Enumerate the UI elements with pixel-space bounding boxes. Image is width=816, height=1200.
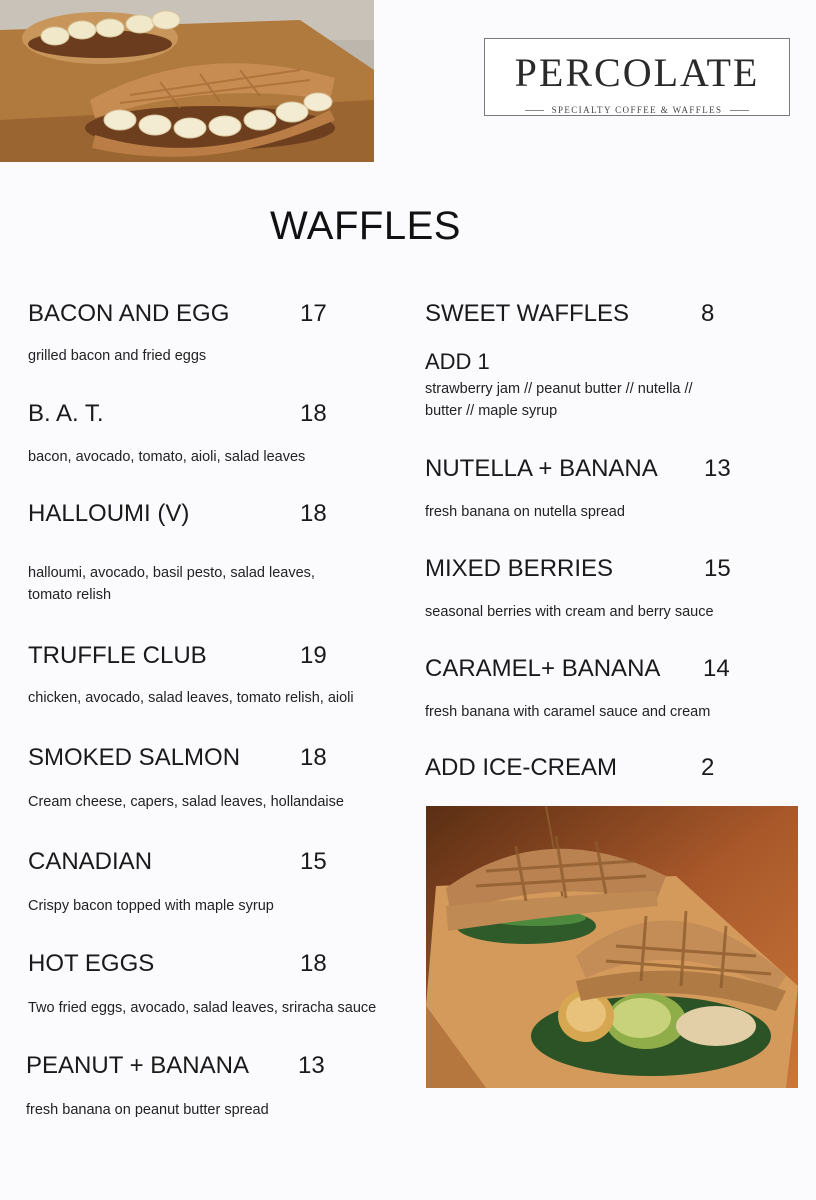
item-desc: seasonal berries with cream and berry sauce (425, 604, 714, 620)
item-desc: fresh banana on nutella spread (425, 504, 625, 520)
item-desc: Two fried eggs, avocado, salad leaves, sriracha sauce (28, 1000, 377, 1016)
banana-waffle-photo (0, 0, 374, 162)
item-name: CANADIAN (28, 848, 153, 875)
brand-logo (484, 38, 790, 116)
item-price: 2 (701, 754, 715, 781)
brand-name: PERCOLATE (514, 50, 760, 95)
item-desc-line2: tomato relish (28, 587, 112, 603)
item-name: ADD 1 (425, 349, 490, 374)
item-price: 18 (300, 744, 327, 771)
item-price: 15 (300, 848, 327, 875)
item-name: NUTELLA + BANANA (425, 455, 658, 482)
item-name: BACON AND EGG (28, 300, 230, 327)
item-name: SMOKED SALMON (28, 744, 241, 771)
item-name: HOT EGGS (28, 950, 155, 977)
item-price: 17 (300, 300, 327, 327)
item-desc: halloumi, avocado, basil pesto, salad leaves, (28, 565, 315, 581)
item-desc: Crispy bacon topped with maple syrup (28, 898, 274, 914)
item-desc: bacon, avocado, tomato, aioli, salad leaves (28, 449, 306, 465)
item-price: 19 (300, 642, 327, 669)
item-desc-line2: butter // maple syrup (425, 403, 558, 419)
item-price: 15 (704, 555, 731, 582)
item-name: B. A. T. (28, 400, 104, 427)
item-price: 8 (701, 300, 715, 327)
item-desc: fresh banana with caramel sauce and cream (425, 704, 711, 720)
item-price: 13 (298, 1052, 325, 1079)
item-name: PEANUT + BANANA (26, 1052, 249, 1079)
item-price: 18 (300, 950, 327, 977)
page-title: WAFFLES (270, 204, 461, 248)
item-name: TRUFFLE CLUB (28, 642, 207, 669)
item-desc: grilled bacon and fried eggs (28, 348, 207, 364)
brand-tagline: SPECIALTY COFFEE & WAFFLES (485, 105, 789, 115)
item-desc: fresh banana on peanut butter spread (26, 1102, 269, 1118)
item-price: 13 (704, 455, 731, 482)
item-name: MIXED BERRIES (425, 555, 614, 582)
item-name: HALLOUMI (V) (28, 500, 190, 527)
item-name: ADD ICE-CREAM (425, 754, 618, 781)
item-desc: chicken, avocado, salad leaves, tomato relish, aioli (28, 690, 354, 706)
item-name: CARAMEL+ BANANA (425, 655, 661, 682)
item-desc: Cream cheese, capers, salad leaves, hollandaise (28, 794, 344, 810)
item-price: 18 (300, 400, 327, 427)
item-price: 14 (703, 655, 730, 682)
item-price: 18 (300, 500, 327, 527)
item-desc: strawberry jam // peanut butter // nutella // (425, 381, 693, 397)
item-name: SWEET WAFFLES (425, 300, 630, 327)
savory-waffle-photo (426, 806, 798, 1088)
